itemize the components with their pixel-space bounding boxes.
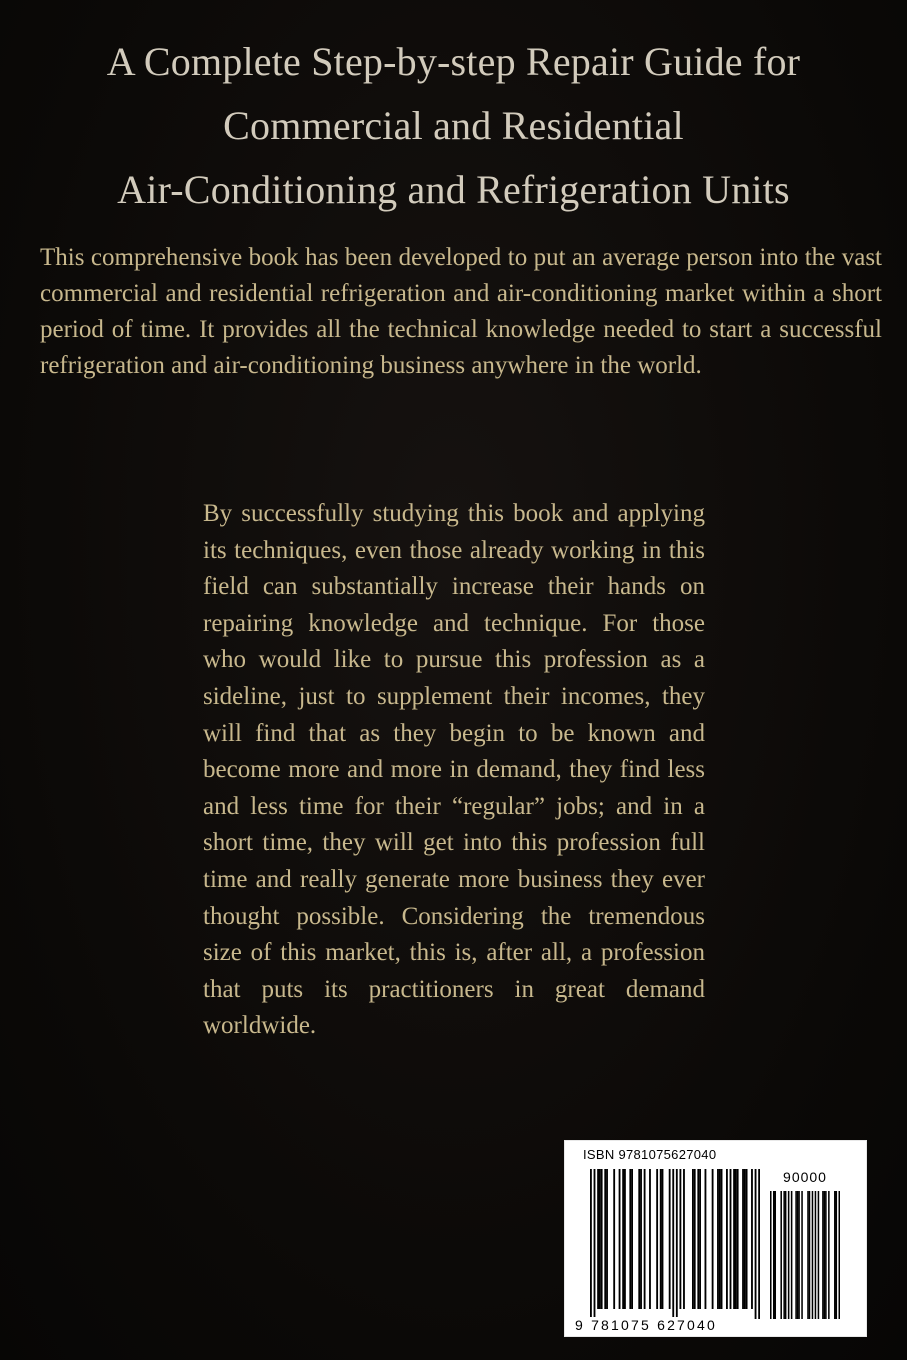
isbn-barcode [564, 1140, 867, 1337]
barcode-bar [676, 1169, 678, 1319]
barcode-bar [726, 1169, 728, 1309]
barcode-bar [746, 1169, 748, 1309]
barcode-bar [733, 1169, 735, 1309]
barcode-bar [836, 1191, 838, 1319]
barcode-bar [735, 1169, 737, 1309]
barcode-bar [656, 1169, 658, 1309]
title-line-1: A Complete Step-by-step Repair Guide for [106, 39, 801, 84]
title-line-2: Commercial and Residential [223, 103, 684, 148]
barcode-bar [791, 1191, 793, 1319]
barcode-bar [624, 1169, 626, 1309]
barcode-bar [672, 1169, 674, 1319]
price-code: 90000 [783, 1169, 827, 1185]
cover-title [20, 30, 887, 222]
isbn-number: 9781075627040 [618, 1147, 717, 1162]
body-paragraph: By successfully studying this book and applying its techniques, even those already working in this field can substantially increase their hands on repairing knowledge and technique. For those who would like to pursue this profession as a sideline, just to supplement their incomes, they will find that as they begin to be known and become more and more in demand, they find less and less time for their “regular” jobs; and in a short time, they will get into this profession full time and really generate more business they ever thought possible. Considering the tremendous size of this market, this is, after all, a profession that puts its practitioners in great demand worldwide. [203, 500, 705, 1040]
barcode-bar [758, 1169, 760, 1319]
barcode-bar [737, 1169, 739, 1309]
barcode-bar [818, 1191, 820, 1319]
barcode-bar [606, 1169, 608, 1309]
barcode-bar [683, 1169, 685, 1309]
barcode-bar [807, 1191, 809, 1319]
barcode-bar [631, 1169, 633, 1309]
barcode-bar [604, 1169, 606, 1309]
barcode-bar [730, 1169, 732, 1309]
barcode-bar [640, 1169, 642, 1309]
barcode-bar [809, 1191, 811, 1319]
barcode-bar [679, 1169, 681, 1309]
barcode-bar [638, 1169, 640, 1309]
barcode-bar [649, 1169, 651, 1309]
barcode-bar [613, 1169, 615, 1309]
barcode-bar [601, 1169, 603, 1309]
barcode-bar [801, 1191, 803, 1319]
barcode-bar [828, 1191, 830, 1319]
barcode-bar [719, 1169, 721, 1309]
barcode-bar [590, 1169, 592, 1319]
isbn-label-line [583, 1147, 716, 1162]
barcode-bar [825, 1191, 827, 1319]
barcode-bar [697, 1169, 699, 1309]
barcode-bar [822, 1191, 824, 1319]
addon-bars [770, 1191, 840, 1319]
ean13-bars [590, 1169, 760, 1319]
barcode-bar [599, 1169, 601, 1309]
barcode-bar [699, 1169, 701, 1309]
barcode-bar [629, 1169, 631, 1309]
barcode-bar [644, 1169, 646, 1309]
barcode-bar [662, 1169, 664, 1309]
barcode-bar [824, 1191, 826, 1319]
barcode-bar [622, 1169, 624, 1309]
barcode-bar [742, 1169, 744, 1309]
barcode-bar [669, 1169, 671, 1309]
barcode-bar [797, 1191, 799, 1319]
barcode-bar [798, 1191, 800, 1319]
barcode-bar [744, 1169, 746, 1309]
barcode-bar [594, 1169, 596, 1319]
barcode-bar [721, 1169, 723, 1309]
barcode-bar [774, 1191, 776, 1319]
barcode-bar [795, 1191, 797, 1319]
isbn-label: ISBN [583, 1147, 615, 1162]
barcode-bar [705, 1169, 707, 1309]
barcode-bar [812, 1191, 814, 1319]
barcode-bar [619, 1169, 621, 1309]
barcode-bar [788, 1191, 790, 1319]
intro-paragraph: This comprehensive book has been developed to put an average person into the vast commercial and residential refrigeration and air-conditioning market within a short period of time. It provides all the technical knowledge needed to start a successful refrigeration and air-conditioning business anywhere in the world. [40, 244, 882, 379]
barcode-bar [692, 1169, 694, 1309]
barcode-bar [597, 1169, 599, 1309]
barcode-bar [780, 1191, 782, 1319]
title-line-3: Air-Conditioning and Refrigeration Units [117, 167, 790, 212]
barcode-bar [839, 1191, 840, 1319]
barcode-digits: 9 781075 627040 [575, 1317, 717, 1333]
barcode-bar [785, 1191, 787, 1319]
barcode-bar [773, 1191, 775, 1319]
barcode-bar [712, 1169, 714, 1309]
barcode-bar [751, 1169, 753, 1309]
barcode-bar [770, 1191, 772, 1319]
barcode-bar [834, 1191, 836, 1319]
barcode-bar [755, 1169, 757, 1319]
barcode-bar [694, 1169, 696, 1309]
barcode-bar [815, 1191, 817, 1319]
barcode-bar [717, 1169, 719, 1309]
barcode-bar [783, 1191, 785, 1319]
barcode-bar [660, 1169, 662, 1309]
